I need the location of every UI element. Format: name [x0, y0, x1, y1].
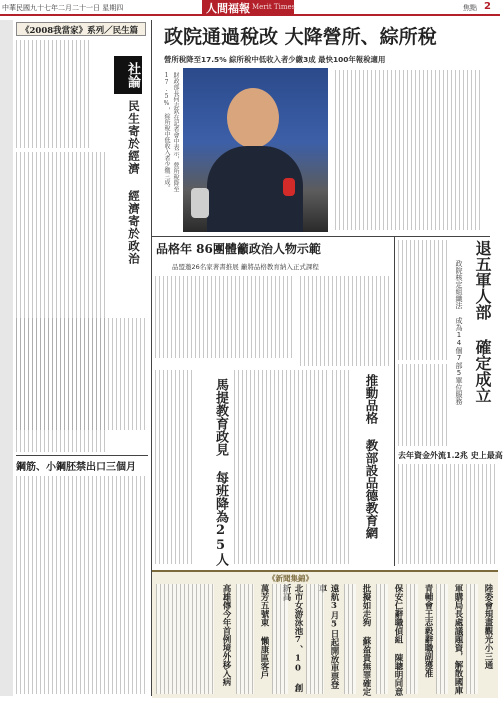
editorial-label: 社論 [114, 56, 142, 94]
section-label: 焦點 [463, 4, 477, 12]
right-story-body [398, 240, 448, 360]
main-subhead: 營所稅降至17.5% 綜所稅中低收入者少繳3成 最快100年報稅適用 [164, 55, 386, 64]
brief-headline-4: 保安仁辭職偵組 陳聰明同意 [393, 584, 403, 696]
left-bottom-headline: 鋼筋、小鋼胚禁出口三個月 [16, 462, 136, 473]
brief-headline-8: 萬芳五號東 懶康區客戶 [259, 584, 269, 679]
masthead-english: Merit Times [252, 3, 296, 11]
brief-headline-2: 軍購局長處議題資，解散國庫 [453, 584, 463, 695]
right-lower-headline: 去年資金外流1.2兆 史上最高 [398, 450, 503, 460]
brief-body-2 [436, 584, 448, 694]
brief-headline-6: 遠航3月5日起開放車票登 [329, 584, 339, 689]
series-tag [16, 22, 146, 36]
left-margin-strip [0, 20, 13, 696]
page-number: 2 [484, 1, 491, 12]
brief-body-6 [306, 584, 324, 694]
mid-story-body-2 [300, 276, 390, 366]
left-article-3 [16, 476, 148, 694]
brief-headline-7: 北市女游泳池7、10 創 [293, 584, 303, 692]
masthead-title: 人間福報 [206, 2, 250, 15]
top-story-rule [152, 236, 490, 237]
brief-body-9 [156, 584, 214, 694]
news-photo [183, 68, 328, 232]
brief-body-8 [236, 584, 254, 694]
right-sub-headline: 政院核定組織法 成為14個7部5單位服務 [455, 260, 463, 405]
brief-body-1 [466, 584, 478, 694]
mid-subhead: 品盟邀26名家著書推展 籲將品格教育納入正式課程 [172, 263, 319, 271]
left-article-1 [16, 40, 91, 148]
right-lower-body [398, 464, 496, 564]
news-brief-label: 《新聞集錦》 [268, 574, 313, 583]
brief-body-5 [344, 584, 356, 694]
brief-body-4 [376, 584, 388, 694]
main-story-body [335, 70, 483, 230]
photo-face [227, 88, 279, 148]
photo-microphone [191, 188, 209, 218]
series-tag-text: 《2008我當家》系列／民生篇 [21, 26, 139, 36]
brief-headline-9: 高雄傳今年首例境外移入病 [221, 584, 231, 686]
brief-body-3 [406, 584, 418, 694]
brief-headline-1: 陸委會規畫觀光小三通 [483, 584, 493, 669]
col-headline-education: 馬提教育政見 每班降為25人 [213, 378, 228, 566]
editorial-title: 民生寄於經濟 經濟寄於政治 [127, 100, 141, 265]
education-story-body-2 [234, 370, 329, 564]
brief-headline-3: 青輔會王志毅辭職副獲准 [423, 584, 433, 678]
education-story-body [155, 370, 195, 564]
photo-caption: 財政部長何志欽在記者會中表示，營所稅降至17.5%，綜所稅中低收入者少繳三成。 [163, 72, 179, 192]
editorial-box [108, 56, 148, 311]
character-story-body [332, 370, 350, 564]
mid-headline: 品格年 86團體籲政治人物示範 [156, 242, 321, 256]
right-big-headline: 退五軍人部 確定成立 [473, 240, 492, 403]
page-header [0, 0, 500, 16]
main-headline: 政院通過稅改 大降營所、綜所稅 [164, 26, 437, 48]
right-story-body-2 [398, 364, 448, 446]
col-rule-right [394, 236, 395, 566]
date-line: 中華民國九十七年二月二十一日 星期四 [2, 4, 124, 12]
brief-body-7 [272, 584, 288, 694]
brief-headline-5: 批擬如走狗 蘇盈貴無罪確定 [361, 584, 371, 696]
masthead-logo [202, 0, 294, 14]
mid-story-body [155, 276, 295, 358]
col-headline-character: 推動品格 教部設品德教育網 [364, 374, 379, 539]
left-article-2 [16, 318, 148, 430]
photo-microphone [283, 178, 295, 196]
left-divider [16, 455, 148, 456]
